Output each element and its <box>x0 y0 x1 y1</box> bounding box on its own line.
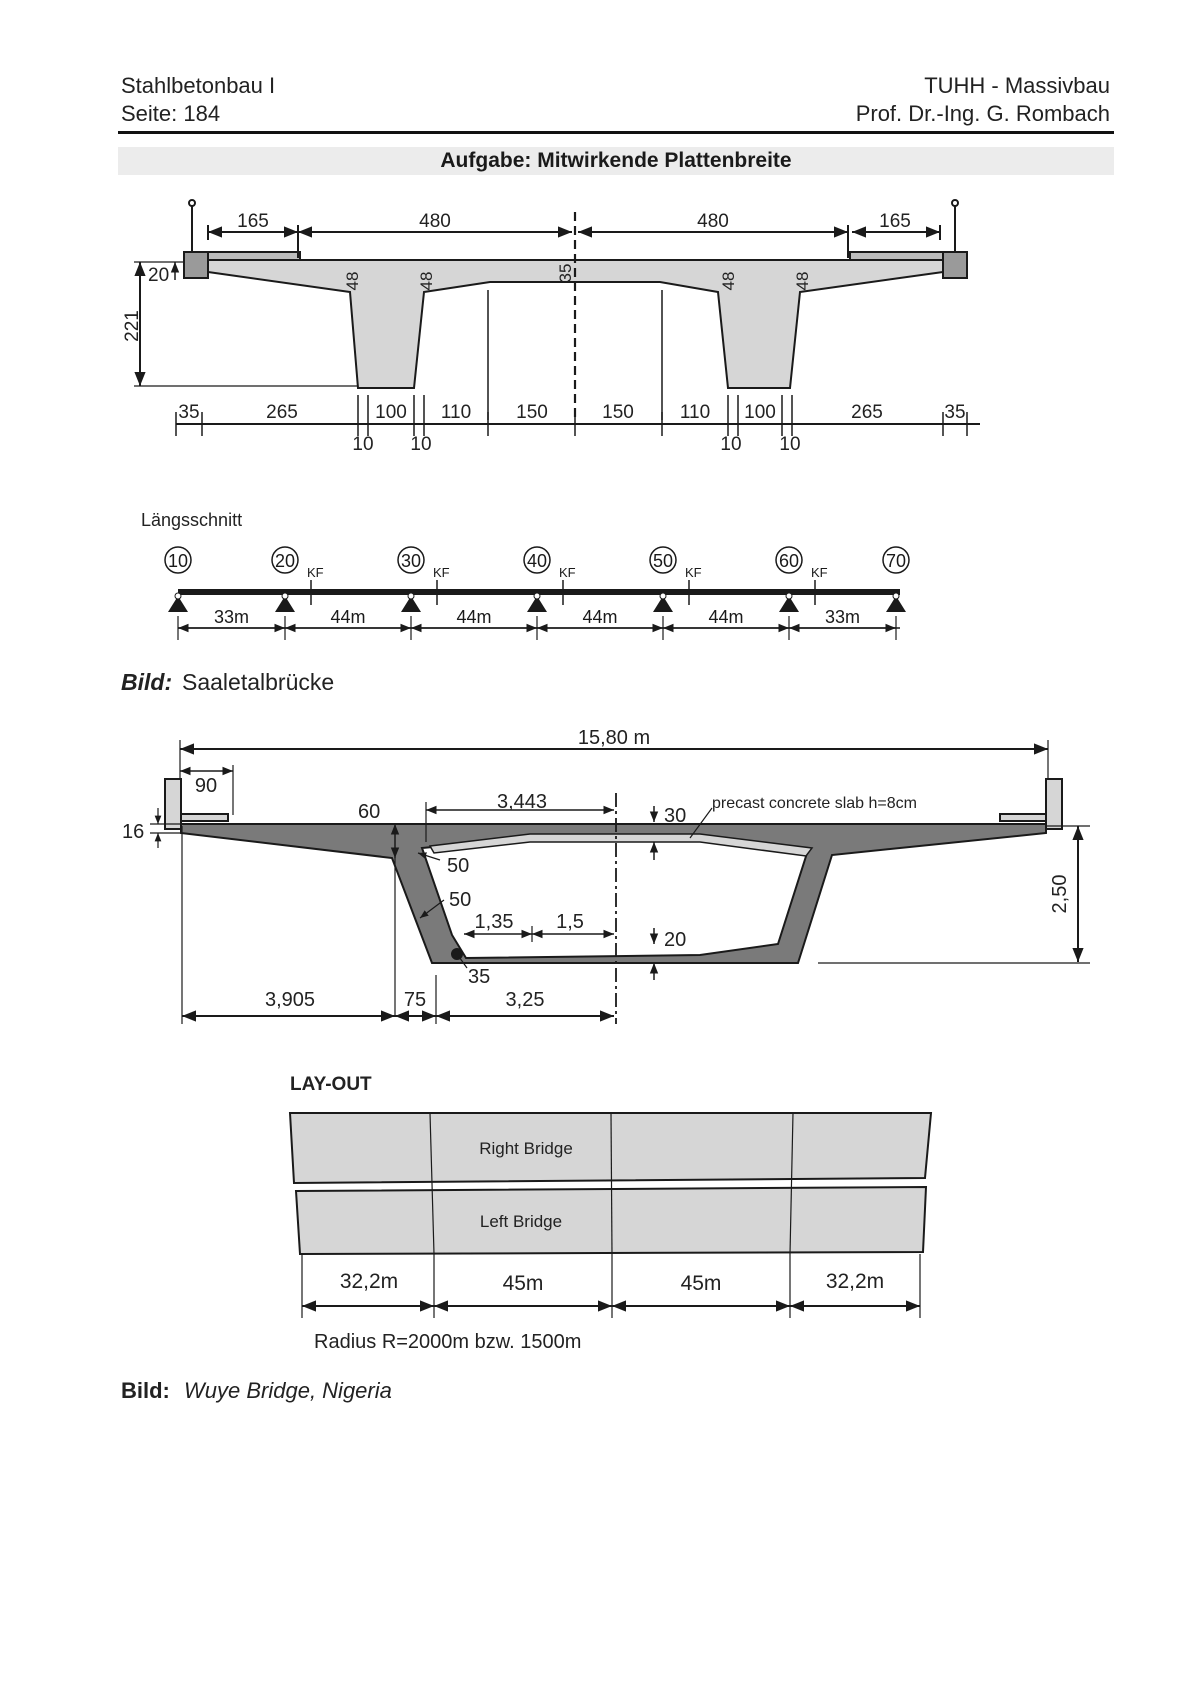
axis-label: 10 <box>167 551 189 571</box>
span-label: 44m <box>330 607 366 627</box>
bearing-hinge <box>408 593 414 599</box>
web-off-3: 10 <box>720 434 742 455</box>
box-height: 2,50 <box>1049 874 1071 914</box>
dim-h-20: 20 <box>148 265 170 286</box>
edge-height: 16 <box>122 821 145 843</box>
edge-beam-right <box>943 252 967 278</box>
slab-t-4: 48 <box>719 271 738 291</box>
fig1-cross-section <box>134 200 980 436</box>
bearing-hinge <box>660 593 666 599</box>
dim-b-1: 35 <box>178 402 200 423</box>
author-name: Prof. Dr.-Ing. G. Rombach <box>855 101 1110 126</box>
dim-3905: 3,905 <box>264 989 316 1011</box>
parapet-left <box>165 779 181 829</box>
bearing-hinge <box>893 593 899 599</box>
span-label: 44m <box>456 607 492 627</box>
bearing-hinge <box>534 593 540 599</box>
bottom-dim-1: 1,35 <box>474 911 514 933</box>
task-title: Aufgabe: Mitwirkende Plattenbreite <box>118 147 1114 175</box>
layout-heading: LAY-OUT <box>290 1074 372 1095</box>
page-number: Seite: 184 <box>121 101 221 126</box>
bottom-dim-2: 1,5 <box>556 911 584 933</box>
half-top-width: 3,443 <box>496 791 548 813</box>
axis-label: 50 <box>652 551 674 571</box>
haunch-2: 50 <box>449 889 472 911</box>
precast-note: precast concrete slab h=8cm <box>712 795 917 812</box>
top-thickness: 30 <box>664 805 687 827</box>
dim-b-10: 35 <box>944 402 966 423</box>
slab-t-1: 48 <box>343 271 362 291</box>
joint-label: KF <box>559 565 576 580</box>
bearing-hinge <box>282 593 288 599</box>
joint-label: KF <box>433 565 450 580</box>
joint-label: KF <box>307 565 324 580</box>
layout-span-1: 32,2m <box>339 1270 399 1293</box>
dim-b-6: 150 <box>602 402 634 423</box>
fig2-box-girder <box>150 740 1090 1024</box>
dim-b-4: 110 <box>440 402 472 423</box>
parapet-right <box>1046 779 1062 829</box>
slab-t-3: 35 <box>556 263 575 283</box>
span-label: 44m <box>708 607 744 627</box>
institute-name: TUHH - Massivbau <box>924 73 1110 98</box>
caption-1 <box>121 669 334 695</box>
cantilever-dim: 90 <box>194 775 218 797</box>
dim-h-221: 221 <box>122 310 143 342</box>
web-off-4: 10 <box>779 434 801 455</box>
dim-325: 3,25 <box>505 989 545 1011</box>
right-bridge-label: Right Bridge <box>479 1139 573 1158</box>
fig1-labels <box>122 211 966 455</box>
axis-label: 30 <box>400 551 422 571</box>
span-label: 33m <box>213 607 250 627</box>
web-thickness: 35 <box>468 966 491 988</box>
left-bridge-label: Left Bridge <box>479 1212 563 1231</box>
railing-left-post <box>189 200 195 206</box>
slab-60: 60 <box>358 801 381 823</box>
box-void <box>422 838 808 958</box>
haunch-1: 50 <box>447 855 470 877</box>
bearing-hinge <box>786 593 792 599</box>
dim-top-4: 165 <box>879 211 911 232</box>
dim-b-3: 100 <box>375 402 407 423</box>
dim-75: 75 <box>403 989 427 1011</box>
dim-top-1: 165 <box>237 211 269 232</box>
dim-b-7: 110 <box>679 402 711 423</box>
slab-t-2: 48 <box>417 271 436 291</box>
joint-label: KF <box>685 565 702 580</box>
layout-span-2: 45m <box>502 1272 544 1295</box>
caption-1-text: Saaletalbrücke <box>182 669 335 695</box>
span-label: 33m <box>824 607 861 627</box>
dim-b-2: 265 <box>266 402 298 423</box>
axis-label: 20 <box>274 551 296 571</box>
dim-top-2: 480 <box>419 211 451 232</box>
slab-t-5: 48 <box>793 271 812 291</box>
layout-span-4: 32,2m <box>825 1270 885 1293</box>
caption-2-prefix: Bild: <box>121 1378 170 1403</box>
caption-1-prefix: Bild: <box>121 669 173 695</box>
joint-label: KF <box>811 565 828 580</box>
axis-label: 40 <box>526 551 548 571</box>
axis-label: 60 <box>778 551 800 571</box>
bearing-hinge <box>175 593 181 599</box>
bottom-thickness: 20 <box>664 929 687 951</box>
dim-b-8: 100 <box>744 402 776 423</box>
edge-beam-left <box>184 252 208 278</box>
radius-note: Radius R=2000m bzw. 1500m <box>314 1331 582 1353</box>
layout-span-3: 45m <box>680 1272 722 1295</box>
axis-label: 70 <box>885 551 907 571</box>
caption-2-text: Wuye Bridge, Nigeria <box>184 1378 392 1403</box>
dim-top-3: 480 <box>697 211 729 232</box>
web-off-2: 10 <box>410 434 432 455</box>
dim-b-5: 150 <box>516 402 548 423</box>
longitudinal-label: Längsschnitt <box>141 510 243 530</box>
caption-2 <box>121 1378 392 1403</box>
railing-right-post <box>952 200 958 206</box>
span-label: 44m <box>582 607 618 627</box>
web-off-1: 10 <box>352 434 374 455</box>
total-width: 15,80 m <box>577 727 651 749</box>
dim-b-9: 265 <box>851 402 883 423</box>
course-title: Stahlbetonbau I <box>121 73 276 98</box>
